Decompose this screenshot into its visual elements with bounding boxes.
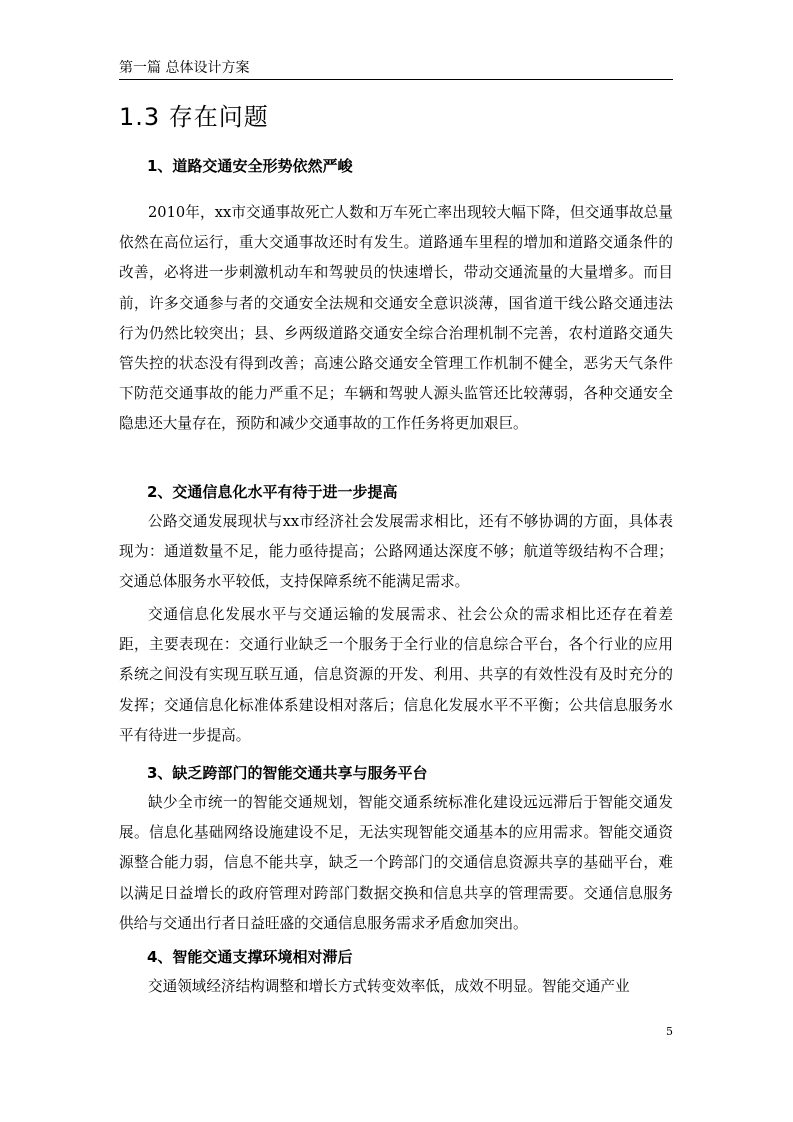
section-title: 1.3 存在问题 (119, 103, 269, 131)
heading-1: 1、道路交通安全形势依然严峻 (147, 157, 353, 175)
heading-3: 3、缺乏跨部门的智能交通共享与服务平台 (147, 764, 428, 782)
paragraph-3: 缺少全市统一的智能交通规划，智能交通系统标准化建设远远滞后于智能交通发展。信息化基础网络设施建设不足，无法实现智能交通基本的应用需求。智能交通资源整合能力弱，信息不能共享，缺乏一个跨部门的交通信息资源共享的基础平台，难以满足日益增长的政府管理对跨部门数据交换和信息共享的管理需要。交通信息服务供给与交通出行者日益旺盛的交通信息服务需求矛盾愈加突出。 (119, 794, 673, 932)
heading-2: 2、交通信息化水平有待于进一步提高 (147, 483, 398, 501)
running-header: 第一篇 总体设计方案 (119, 60, 250, 76)
paragraph-2a: 公路交通发展现状与xx市经济社会发展需求相比，还有不够协调的方面，具体表现为：通道数量不足，能力亟待提高；公路网通达深度不够；航道等级结构不合理；交通总体服务水平较低，支持保障系统不能满足需求。 (119, 513, 673, 591)
paragraph-4: 交通领域经济结构调整和增长方式转变效率低，成效不明显。智能交通产业 (148, 978, 630, 995)
paragraph-1: 2010年，xx市交通事故死亡人数和万车死亡率出现较大幅下降，但交通事故总量依然在高位运行，重大交通事故还时有发生。道路通车里程的增加和道路交通条件的改善，必将进一步刺激机动车和驾驶员的快速增长，带动交通流量的大量增多。而目前，许多交通参与者的交通安全法规和交通安全意识淡薄，国省道干线公路交通违法行为仍然比较突出；县、乡两级道路交通安全综合治理机制不完善，农村道路交通失管失控的状态没有得到改善；高速公路交通安全管理工作机制不健全，恶劣天气条件下防范交通事故的能力严重不足；车辆和驾驶人源头监管还比较薄弱，各种交通安全隐患还大量存在，预防和减少交通事故的工作任务将更加艰巨。 (119, 204, 673, 433)
heading-4: 4、智能交通支撑环境相对滞后 (147, 948, 353, 966)
header-divider (119, 79, 673, 80)
page-number: 5 (666, 1025, 673, 1038)
paragraph-2b: 交通信息化发展水平与交通运输的发展需求、社会公众的需求相比还存在着差距，主要表现在：交通行业缺乏一个服务于全行业的信息综合平台，各个行业的应用系统之间没有实现互联互通，信息资源的开发、利用、共享的有效性没有及时充分的发挥；交通信息化标准体系建设相对落后；信息化发展水平不平衡；公共信息服务水平有待进一步提高。 (119, 606, 673, 744)
